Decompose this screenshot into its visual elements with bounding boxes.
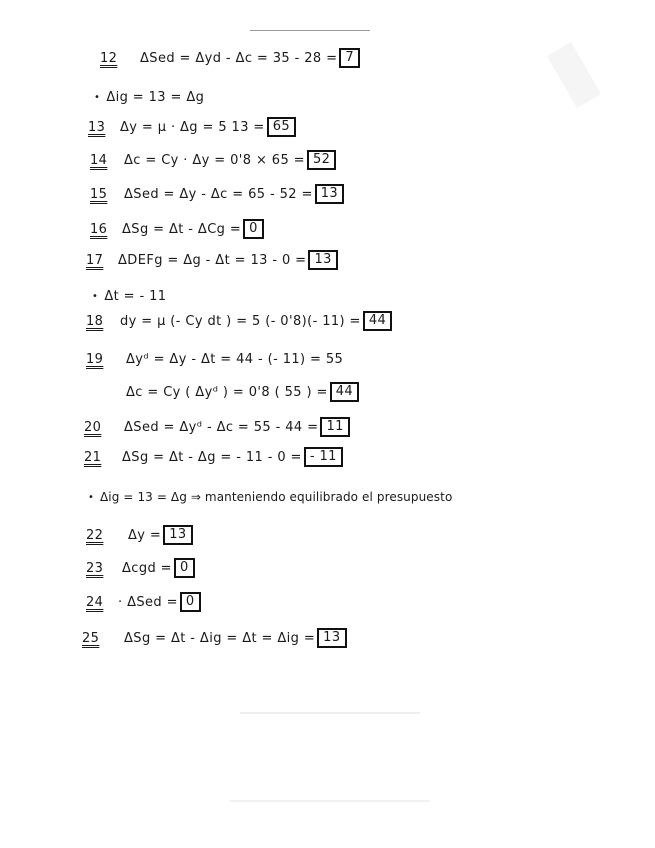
boxed-result: - 11 [304, 447, 343, 467]
equation-text: Δyᵈ = Δy - Δt = 44 - (- 11) = 55 [126, 352, 344, 367]
line-bullet-t [92, 289, 166, 304]
line-17 [86, 250, 338, 270]
item-number: 15 [90, 186, 108, 202]
line-bullet-balanced [88, 490, 452, 504]
equation-text: ΔSed = Δyᵈ - Δc = 55 - 44 = [124, 419, 319, 435]
boxed-result: 65 [267, 117, 296, 137]
equation-text: Δig = 13 = Δg ⇒ manteniendo equilibrado el presupuesto [100, 490, 453, 504]
bullet: • [94, 92, 101, 103]
line-19b [126, 382, 359, 402]
item-number: 13 [88, 119, 106, 135]
scan-smudge [240, 712, 420, 714]
item-number: 25 [82, 630, 100, 646]
boxed-result: 44 [330, 382, 359, 402]
item-number: 17 [86, 252, 104, 268]
equation-text: ΔDEFg = Δg - Δt = 13 - 0 = [118, 252, 307, 268]
boxed-result: 13 [317, 628, 346, 648]
equation-text: ΔSed = Δy - Δc = 65 - 52 = [124, 186, 313, 202]
boxed-result: 13 [308, 250, 337, 270]
line-25 [82, 628, 347, 648]
equation-text: Δy = μ · Δg = 5 13 = [120, 119, 265, 135]
item-number: 16 [90, 221, 108, 237]
equation-text: ΔSed = Δyd - Δc = 35 - 28 = [140, 50, 338, 66]
bullet: • [88, 491, 94, 503]
scan-smudge [230, 800, 430, 802]
line-20 [84, 417, 350, 437]
equation-text: Δcgd = [122, 560, 172, 576]
boxed-result: 0 [174, 558, 195, 578]
line-13 [88, 117, 296, 137]
item-number: 14 [90, 152, 108, 168]
top-divider [250, 30, 370, 31]
line-22 [86, 525, 193, 545]
scan-smudge [547, 42, 601, 108]
equation-text: ΔSg = Δt - Δig = Δt = Δig = [124, 630, 316, 646]
equation-text: Δy = [128, 527, 162, 543]
equation-text: · ΔSed = [118, 594, 178, 610]
boxed-result: 11 [320, 417, 349, 437]
item-number: 18 [86, 313, 104, 329]
boxed-result: 7 [339, 48, 360, 68]
line-23 [86, 558, 195, 578]
line-14 [90, 150, 336, 170]
boxed-result: 44 [363, 311, 392, 331]
boxed-result: 52 [307, 150, 336, 170]
bullet: • [92, 291, 99, 302]
item-number: 12 [100, 50, 118, 66]
equation-text: Δt = - 11 [104, 289, 167, 304]
equation-text: Δc = Cy ( Δyᵈ ) = 0'8 ( 55 ) = [126, 384, 328, 400]
item-number: 22 [86, 527, 104, 543]
equation-text: Δc = Cy · Δy = 0'8 × 65 = [124, 152, 305, 168]
item-number: 21 [84, 449, 102, 465]
line-19 [86, 352, 343, 367]
item-number: 23 [86, 560, 104, 576]
equation-text: ΔSg = Δt - Δg = - 11 - 0 = [122, 449, 302, 465]
equation-text: dy = μ (- Cy dt ) = 5 (- 0'8)(- 11) = [120, 313, 361, 329]
item-number: 19 [86, 352, 104, 367]
line-21 [84, 447, 343, 467]
item-number: 24 [86, 594, 104, 610]
line-15 [90, 184, 344, 204]
boxed-result: 13 [315, 184, 344, 204]
boxed-result: 13 [163, 525, 192, 545]
line-18 [86, 311, 392, 331]
line-bullet-ig [94, 90, 204, 105]
line-24 [86, 592, 201, 612]
boxed-result: 0 [180, 592, 201, 612]
equation-text: ΔSg = Δt - ΔCg = [122, 221, 242, 237]
line-12 [100, 48, 360, 68]
boxed-result: 0 [243, 219, 264, 239]
equation-text: Δig = 13 = Δg [106, 90, 205, 105]
line-16 [90, 219, 264, 239]
item-number: 20 [84, 419, 102, 435]
